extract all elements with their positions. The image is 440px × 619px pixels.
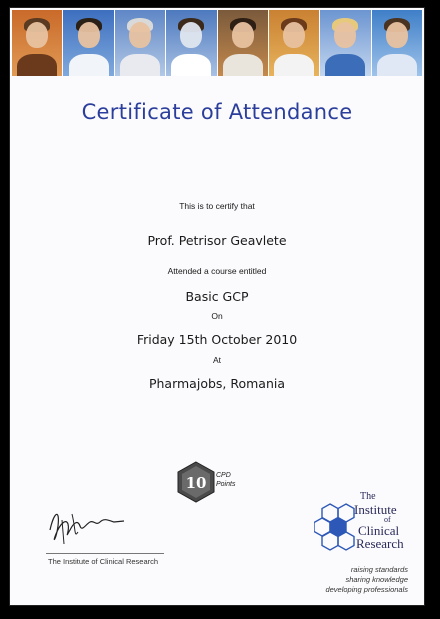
banner-photo: [372, 10, 422, 76]
signature-caption: The Institute of Clinical Research: [48, 557, 159, 566]
institute-tagline: [325, 565, 408, 595]
tagline-line1: raising standards: [350, 565, 408, 574]
header-photo-banner: [12, 10, 422, 76]
course-location: Pharmajobs, Romania: [148, 376, 286, 391]
banner-photo: [320, 10, 370, 76]
banner-photo: [166, 10, 216, 76]
at-text: At: [212, 355, 222, 365]
certificate-title: Certificate of Attendance: [81, 100, 353, 124]
cpd-label-line1: CPD: [216, 472, 231, 479]
on-text: On: [211, 311, 223, 321]
logo-line-the: The: [360, 491, 376, 502]
certify-text: This is to certify that: [179, 201, 255, 211]
signature-image: [44, 500, 128, 548]
certificate-sheet: [10, 8, 424, 605]
cpd-points-badge: [176, 461, 266, 503]
banner-photo: [269, 10, 319, 76]
cpd-label: [216, 471, 235, 489]
logo-line-institute: Institute: [354, 502, 397, 517]
cpd-hexagon-icon: [176, 461, 216, 503]
cpd-label-line2: Points: [216, 481, 236, 488]
course-title: Basic GCP: [185, 289, 249, 304]
tagline-line3: developing professionals: [325, 585, 408, 594]
banner-photo: [218, 10, 268, 76]
recipient-name: Prof. Petrisor Geavlete: [147, 233, 287, 248]
cpd-points-value: 10: [185, 474, 207, 492]
banner-photo: [63, 10, 113, 76]
course-date: Friday 15th October 2010: [136, 332, 298, 347]
logo-line-of: of: [384, 515, 391, 524]
attended-text: Attended a course entitled: [167, 266, 267, 276]
institute-logo-text: [350, 490, 420, 550]
banner-photo: [12, 10, 62, 76]
logo-line-research: Research: [356, 536, 404, 551]
tagline-line2: sharing knowledge: [345, 575, 408, 584]
signature-line: [46, 553, 164, 554]
banner-photo: [115, 10, 165, 76]
logo-line-clinical: Clinical: [358, 523, 400, 538]
